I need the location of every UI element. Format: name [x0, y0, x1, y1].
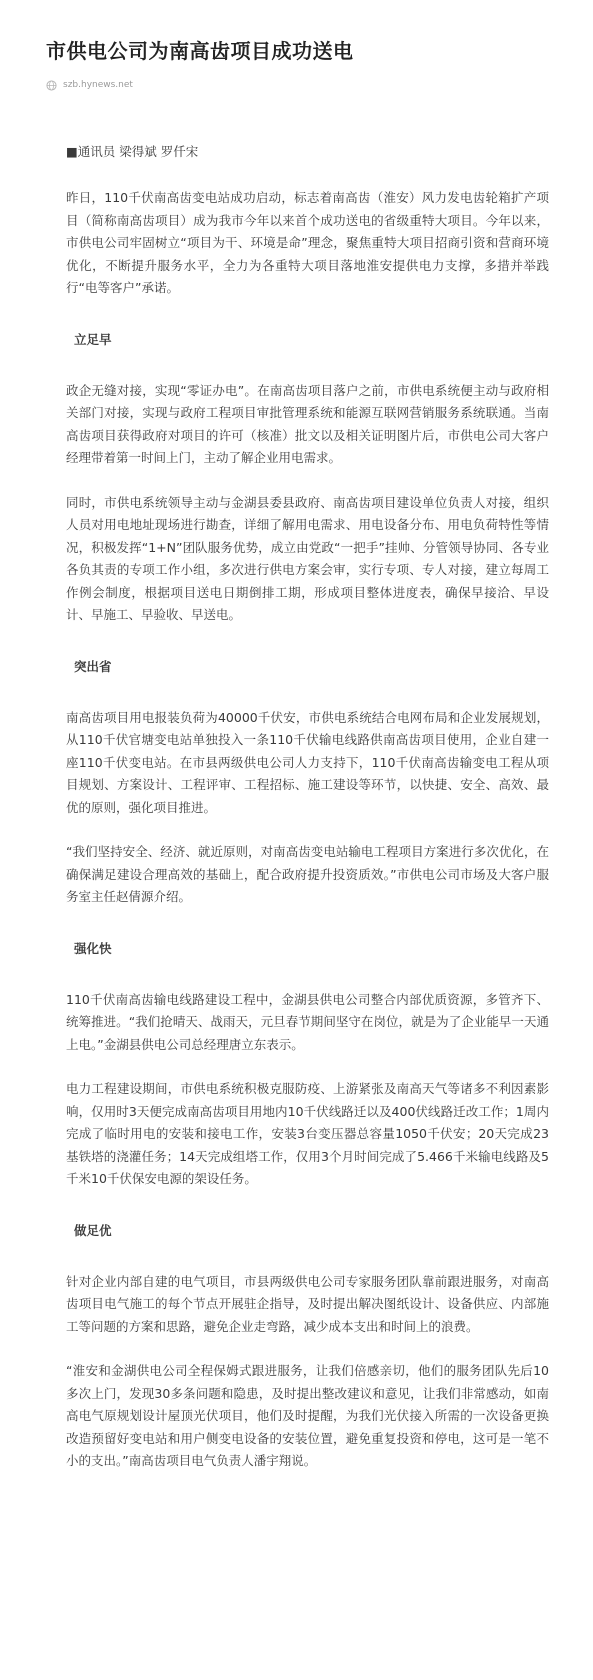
section-paragraph: “我们坚持安全、经济、就近原则，对南高齿变电站输电工程项目方案进行多次优化，在确保满足建设合理高效的基础上，配合政府提升投资质效。”市供电公司市场及大客户服务室主任赵倩源介绍。: [66, 844, 549, 904]
article-body: [46, 142, 553, 1473]
section-heading: 立足早: [74, 331, 112, 347]
section-paragraph: 针对企业内部自建的电气项目，市县两级供电公司专家服务团队靠前跟进服务，对南高齿项目电气施工的每个节点开展驻企指导，及时提出解决图纸设计、设备供应、内部施工等问题的方案和思路，避免企业走弯路，减少成本支出和时间上的浪费。: [66, 1273, 549, 1334]
byline: ■通讯员 梁得斌 罗仟宋: [66, 144, 199, 159]
section-paragraph: 同时，市供电系统领导主动与金湖县委县政府、南高齿项目建设单位负责人对接，组织人员对用电地址现场进行勘查，详细了解用电需求、用电设备分布、用电负荷特性等情况，积极发挥“1+N”团队服务优势，成立由党政“一把手”挂帅、分管领导协同、各专业各负其责的专项工作小组，多次进行供电方案会审，实行专项、专人对接，建立每周工作例会制度，根据项目送电日期倒排工期，形成项目整体进度表，确保早接洽、早设计、早施工、早验收、早送电。: [66, 494, 549, 622]
section-heading: 强化快: [74, 940, 112, 956]
section-heading: 做足优: [74, 1222, 112, 1238]
globe-icon: [46, 80, 57, 91]
section-paragraph: 南高齿项目用电报装负荷为40000千伏安，市供电系统结合电网布局和企业发展规划，从110千伏官塘变电站单独投入一条110千伏输电线路供南高齿项目使用，企业自建一座110千伏变电站。在市县两级供电公司人力支持下，110千伏南高齿输变电工程从项目规划、方案设计、工程评审、工程招标、施工建设等环节，以快捷、安全、高效、最优的原则，强化项目推进。: [66, 709, 549, 815]
section-paragraph: 110千伏南高齿输电线路建设工程中，金湖县供电公司整合内部优质资源，多管齐下、统筹推进。“我们抢晴天、战雨天，元旦春节期间坚守在岗位，就是为了企业能早一天通上电。”金湖县供电公司总经理唐立东表示。: [66, 991, 549, 1052]
section-heading: 突出省: [74, 658, 112, 674]
intro-paragraph: 昨日，110千伏南高齿变电站成功启动，标志着南高齿（淮安）风力发电齿轮箱扩产项目（简称南高齿项目）成为我市今年以来首个成功送电的省级重特大项目。今年以来，市供电公司牢固树立“项目为干、环境是命”理念，聚焦重特大项目招商引资和营商环境优化，不断提升服务水平，全力为各重特大项目落地淮安提供电力支撑，多措并举践行“电等客户”承诺。: [66, 190, 549, 295]
source-row: [46, 78, 553, 92]
source-link[interactable]: szb.hynews.net: [63, 80, 133, 90]
section-paragraph: 电力工程建设期间，市供电系统积极克服防疫、上游紧张及南高天气等诸多不利因素影响，仅用时3天便完成南高齿项目用地内10千伏线路迁以及400伏线路迁改工作；1周内完成了临时用电的安装和接电工作，安装3台变压器总容量1050千伏安；20天完成23基铁塔的浇灌任务；14天完成组塔工作，仅用3个月时间完成了5.466千米输电线路及5千米10千伏保安电源的架设任务。: [66, 1081, 549, 1186]
article-title: 市供电公司为南高齿项目成功送电: [46, 39, 354, 63]
section-paragraph: 政企无缝对接，实现“零证办电”。在南高齿项目落户之前，市供电系统便主动与政府相关部门对接，实现与政府工程项目审批管理系统和能源互联网营销服务系统联通。当南高齿项目获得政府对项目的许可（核准）批文以及相关证明图片后，市供电公司大客户经理带着第一时间上门，主动了解企业用电需求。: [66, 382, 549, 465]
section-paragraph: “淮安和金湖供电公司全程保姆式跟进服务，让我们倍感亲切，他们的服务团队先后10多次上门，发现30多条问题和隐患，及时提出整改建议和意见，让我们非常感动，如南高电气原规划设计屋顶光伏项目，他们及时提醒，为我们光伏接入所需的一次设备更换改造预留好变电站和用户侧变电设备的安装位置，避免重复投资和停电，这可是一笔不小的支出。”南高齿项目电气负责人潘宇翔说。: [66, 1363, 549, 1468]
